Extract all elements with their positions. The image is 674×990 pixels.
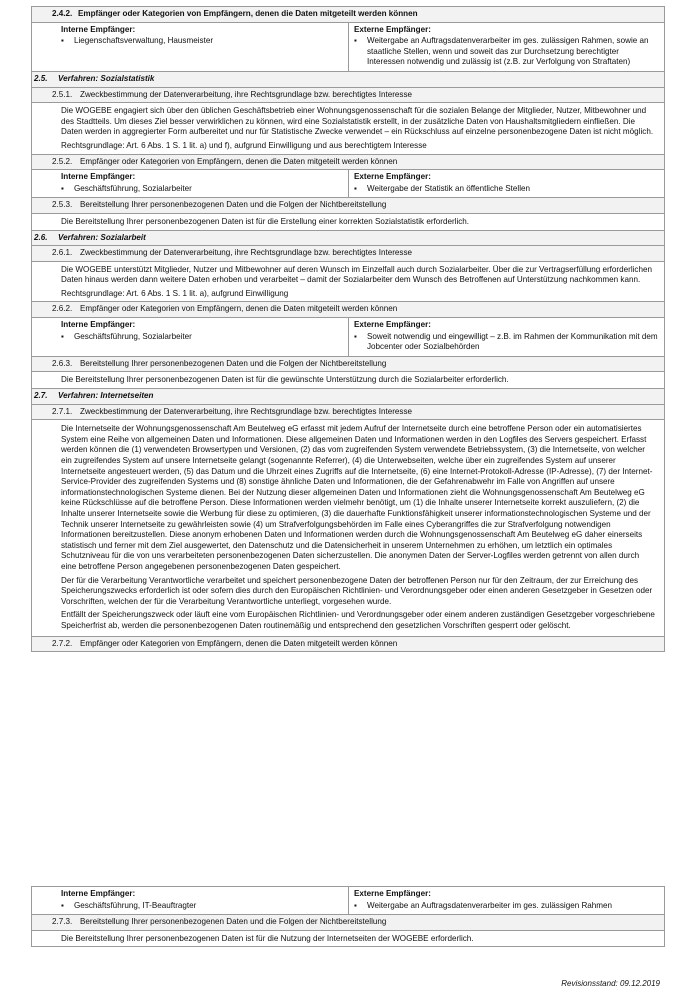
heading-2-5-1 [32,88,664,104]
section-title: Zweckbestimmung der Datenverarbeitung, ihre Rechtsgrundlage bzw. berechtigtes Interesse [80,248,413,258]
revision-footer: Revisionsstand: 09.12.2019 [561,979,660,988]
text-2-7-3 [32,931,664,947]
internal-heading: Interne Empfänger: [61,889,136,898]
bullet-icon: ▪ [354,331,357,341]
bullet-icon: ▪ [354,183,357,193]
section-title: Zweckbestimmung der Datenverarbeitung, ihre Rechtsgrundlage bzw. berechtigtes Interesse [80,89,413,99]
recipients-2-7-2 [32,887,664,915]
internal-heading: Interne Empfänger: [61,172,136,182]
section-title: Empfänger oder Kategorien von Empfängern, denen die Daten mitgeteilt werden können [78,9,418,18]
recipients-2-4-2 [32,23,664,72]
heading-2-5-2 [32,155,664,171]
heading-2-5-3 [32,198,664,214]
bullet-text: Geschäftsführung, Sozialarbeiter [74,331,192,341]
paragraph: Die WOGEBE engagiert sich über den üblichen Geschäftsbetrieb einer Wohnungsgenossenschaft für die sozialen Belange der Mitglieder, Nutzer, Mitbewohner und des Stadtteils. Um dieses Ziel besser verwirklichen zu können, wird eine Sozialstatistik erstellt, in der zusätzliche Daten von Haushaltsmitgliedern einfließen. Die Daten werden in aggregierter Form aufbereitet und nur für Statistische Zwecke verwendet – ein Rückschluss auf einzelne personenbezogene Daten ist nicht möglich. [61,106,654,137]
data-protection-table-continued [31,886,665,947]
heading-2-6-1 [32,246,664,262]
text-2-5-1 [32,103,664,154]
external-recipients [348,170,664,197]
text-2-5-3 [32,214,664,231]
bullet-icon: ▪ [61,183,64,193]
section-number: 2.5.1. [52,89,73,99]
bullet-item [61,901,342,912]
bullet-item [354,332,658,353]
section-number: 2.6. [34,232,48,242]
recipients-2-6-2 [32,318,664,357]
section-title: Empfänger oder Kategorien von Empfängern, denen die Daten mitgeteilt werden können [80,156,398,166]
bullet-item [61,332,342,343]
section-number: 2.6.3. [52,358,73,368]
paragraph: Die Internetseite der Wohnungsgenossenschaft Am Beutelweg eG erfasst mit jedem Aufruf der Internetseite durch eine betroffene Person oder ein automatisiertes System eine Reihe von allgemeinen Daten und Informationen. Diese allgemeinen Daten und Informationen werden in den Logfiles des Servers gespeichert. Erfasst werden können die (1) verwendeten Browsertypen und Versionen, (2) das vom zugreifenden System verwendete Betriebssystem, (3) die Internetseite, von welcher ein zugreifendes System auf unsere Internetseite gelangt (sogenannte Referrer), (4) die Unterwebseiten, welche über ein zugreifendes System auf unserer Internetseite angesteuert werden, (5) das Datum und die Uhrzeit eines Zugriffs auf die Internetseite, (6) eine Internet-Protokoll-Adresse (IP-Adresse), (7) der Internet-Service-Provider des zugreifenden Systems und (8) sonstige ähnliche Daten und Informationen, die der Gefahrenabwehr im Falle von Angriffen auf unsere informationstechnologischen Systeme dienen. Bei der Nutzung dieser allgemeinen Daten und Informationen zieht die Wohnungsgenossenschaft Am Beutelweg eG keine Rückschlüsse auf die betroffene Person. Diese Informationen werden vielmehr benötigt, um (1) die Inhalte unserer Internetseite korrekt auszuliefern, (2) die Inhalte unserer Internetseite sowie die Werbung für diese zu optimieren, (3) die dauerhafte Funktionsfähigkeit unserer informationstechnologischen Systeme und der Technik unserer Internetseite zu gewährleisten sowie (4) um Strafverfolgungsbehörden im Falle eines Cyberangriffes die zur Strafverfolgung notwendigen Informationen bereitzustellen. Diese anonym erhobenen Daten und Informationen werden durch die Wohnungsgenossenschaft Am Beutelweg eG daher einerseits statistisch und ferner mit dem Ziel ausgewertet, den Datenschutz und die Datensicherheit in unserem Unternehmen zu erhöhen, um letztlich ein optimales Schutzniveau für die von uns verarbeiteten personenbezogenen Daten sicherzustellen. Die anonymen Daten der Server-Logfiles werden getrennt von allen durch eine betroffene Person angegebenen personenbezogenen Daten gespeichert. [61,424,653,571]
section-title: Verfahren: Internetseiten [58,391,154,401]
section-number: 2.5. [34,73,48,83]
bullet-item [354,36,658,68]
bullet-text: Soweit notwendig und eingewilligt – z.B. im Rahmen der Kommunikation mit dem Jobcenter oder Sozialbehörden [367,331,658,352]
section-title: Bereitstellung Ihrer personenbezogenen Daten und die Folgen der Nichtbereitstellung [80,917,387,927]
bullet-item [354,901,658,912]
heading-2-7-2 [32,637,664,652]
paragraph: Der für die Verarbeitung Verantwortliche verarbeitet und speichert personenbezogene Daten der betroffenen Person nur für den Zeitraum, der zur Erreichung des Speicherungszwecks erforderlich ist oder sofern dies durch den Europäischen Richtlinien- und Verordnungsgeber oder einen anderen Gesetzgeber in Gesetzen oder Vorschriften, welchen der für die Verarbeitung Verantwortliche unterliegt, vorgesehen wurde. [61,575,653,606]
external-heading: Externe Empfänger: [354,889,431,898]
bullet-item [354,184,658,195]
paragraph: Die Bereitstellung Ihrer personenbezogenen Daten ist für die Nutzung der Internetseiten der WOGEBE erforderlich. [61,933,474,943]
section-title: Bereitstellung Ihrer personenbezogenen Daten und die Folgen der Nichtbereitstellung [80,358,387,368]
paragraph: Die WOGEBE unterstützt Mitglieder, Nutzer und Mitbewohner auf deren Wunsch im Einzelfall auch durch Sozialarbeiter. Über die zur Vertragserfüllung erforderlichen Daten hinaus werden dann weitere Daten erhoben und verarbeitet – damit der Sozialarbeiter dem Wunsch des Betroffenen auf Unterstützung nachkommen kann. [61,264,652,285]
section-number: 2.5.2. [52,156,73,166]
heading-2-4-2 [32,7,664,23]
bullet-icon: ▪ [61,900,64,910]
section-number: 2.4.2. [52,9,73,18]
internal-heading: Interne Empfänger: [61,24,136,34]
bullet-text: Geschäftsführung, IT-Beauftragter [74,900,197,910]
data-protection-table-main [31,6,665,652]
external-recipients [348,318,664,356]
external-heading: Externe Empfänger: [354,172,431,182]
text-2-7-1 [32,420,664,636]
section-number: 2.7.3. [52,917,73,927]
text-2-6-3 [32,372,664,389]
section-title: Empfänger oder Kategorien von Empfängern, denen die Daten mitgeteilt werden können [80,304,398,314]
heading-2-6 [32,231,664,247]
bullet-text: Liegenschaftsverwaltung, Hausmeister [74,36,214,46]
section-number: 2.7.2. [52,638,73,648]
paragraph: Die Bereitstellung Ihrer personenbezogenen Daten ist für die Erstellung einer korrekten Sozialstatistik erforderlich. [61,216,470,226]
section-title: Zweckbestimmung der Datenverarbeitung, ihre Rechtsgrundlage bzw. berechtigtes Interesse [80,406,413,416]
bullet-text: Weitergabe an Auftragsdatenverarbeiter im ges. zulässigen Rahmen [367,900,613,910]
heading-2-7-1 [32,405,664,421]
section-number: 2.6.2. [52,304,73,314]
internal-recipients [32,887,348,914]
section-title: Verfahren: Sozialarbeit [58,232,146,242]
internal-recipients [32,23,348,71]
bullet-item [61,36,342,47]
bullet-icon: ▪ [61,331,64,341]
bullet-icon: ▪ [354,900,357,910]
heading-2-7-3 [32,915,664,931]
bullet-item [61,184,342,195]
section-number: 2.5.3. [52,200,73,210]
bullet-text: Weitergabe der Statistik an öffentliche Stellen [367,183,531,193]
section-title: Verfahren: Sozialstatistik [58,73,155,83]
external-heading: Externe Empfänger: [354,24,431,34]
bullet-icon: ▪ [61,36,64,46]
legal-basis: Rechtsgrundlage: Art. 6 Abs. 1 S. 1 lit. a), aufgrund Einwilligung [61,288,289,298]
section-title: Bereitstellung Ihrer personenbezogenen Daten und die Folgen der Nichtbereitstellung [80,200,387,210]
internal-heading: Interne Empfänger: [61,320,136,330]
paragraph: Die Bereitstellung Ihrer personenbezogenen Daten ist für die gewünschte Unterstützung durch die Sozialarbeiter erforderlich. [61,375,509,385]
heading-2-6-3 [32,357,664,373]
section-number: 2.7.1. [52,406,73,416]
text-2-6-1 [32,262,664,303]
bullet-text: Geschäftsführung, Sozialarbeiter [74,183,192,193]
recipients-2-5-2 [32,170,664,198]
section-number: 2.6.1. [52,248,73,258]
external-heading: Externe Empfänger: [354,320,431,330]
heading-2-7 [32,389,664,405]
heading-2-5 [32,72,664,88]
bullet-icon: ▪ [354,36,357,46]
legal-basis: Rechtsgrundlage: Art. 6 Abs. 1 S. 1 lit. a) und f), aufgrund Einwilligung und aus berechtigtem Interesse [61,140,427,150]
internal-recipients [32,318,348,356]
heading-2-6-2 [32,302,664,318]
section-title: Empfänger oder Kategorien von Empfängern, denen die Daten mitgeteilt werden können [80,638,398,648]
external-recipients [348,23,664,71]
paragraph: Entfällt der Speicherungszweck oder läuft eine vom Europäischen Richtlinien- und Verordnungsgeber oder einem anderen zuständigen Gesetzgeber vorgeschriebene Speicherfrist ab, werden die personenbezogenen Daten routinemäßig und entsprechend den gesetzlichen Vorschriften gesperrt oder gelöscht. [61,610,655,630]
bullet-text: Weitergabe an Auftragsdatenverarbeiter im ges. zulässigen Rahmen, sowie an staatliche Stellen, wenn und soweit das zur Durchsetzung berechtigter Interessen notwendig und zulässig ist (z.B. zur Verfolgung von Straftaten) [367,36,649,67]
internal-recipients [32,170,348,197]
section-number: 2.7. [34,391,48,401]
external-recipients [348,887,664,914]
